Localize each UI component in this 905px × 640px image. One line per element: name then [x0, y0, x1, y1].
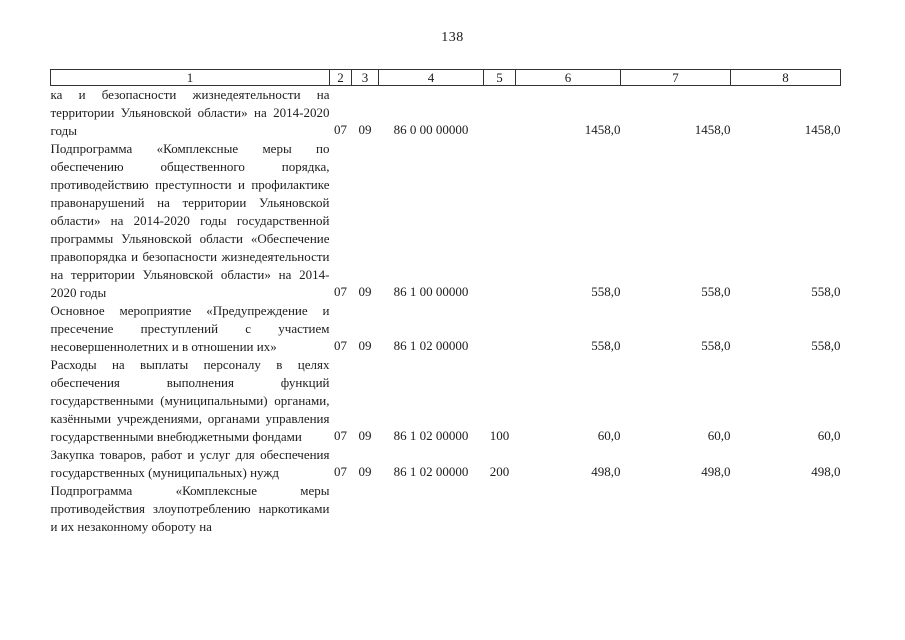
table-row [51, 140, 841, 302]
table-row [51, 482, 841, 536]
column-header: 2 [330, 70, 352, 86]
row-description: Расходы на выплаты персоналу в целях обеспечения выполнения функций государственными (муниципальными) органами, казёнными учреждениями, органами управления государственными внебюджетными фондами [50, 357, 330, 444]
expense-type-code [484, 482, 516, 536]
target-article-code: 86 1 00 00000 [393, 284, 469, 299]
row-description: Закупка товаров, работ и услуг для обеспечения государственных (муниципальных) нужд [50, 447, 330, 480]
expense-type-code [484, 86, 516, 141]
row-description: ка и безопасности жизнедеятельности на территории Ульяновской области» на 2014-2020 годы [50, 87, 330, 138]
expense-type-code [484, 302, 516, 356]
target-article-code [379, 482, 484, 536]
section-code [330, 482, 352, 536]
subsection-code: 09 [358, 284, 372, 299]
column-header: 7 [621, 70, 731, 86]
amount-col-6: 558,0 [591, 284, 621, 299]
amount-col-8: 1458,0 [804, 122, 841, 137]
column-header: 1 [51, 70, 330, 86]
subsection-code: 09 [358, 122, 372, 137]
subsection-code: 09 [358, 428, 372, 443]
expense-type-code: 200 [489, 464, 510, 479]
amount-col-7: 558,0 [701, 338, 731, 353]
subsection-code: 09 [358, 338, 372, 353]
page-number: 138 [441, 30, 464, 45]
amount-col-7: 60,0 [707, 428, 731, 443]
subsection-code: 09 [358, 464, 372, 479]
amount-col-6: 498,0 [591, 464, 621, 479]
table-row [51, 356, 841, 446]
subsection-code [352, 482, 379, 536]
section-code: 07 [334, 464, 347, 479]
amount-col-6: 1458,0 [584, 122, 621, 137]
amount-col-8: 558,0 [811, 284, 841, 299]
target-article-code: 86 1 02 00000 [393, 464, 469, 479]
budget-table [50, 69, 841, 536]
row-description: Подпрограмма «Комплексные меры противодействия злоупотреблению наркотиками и их незаконному обороту на [50, 483, 330, 534]
column-header: 8 [731, 70, 841, 86]
section-code: 07 [334, 338, 347, 353]
table-row [51, 446, 841, 482]
amount-col-8 [731, 482, 841, 536]
amount-col-6: 60,0 [597, 428, 621, 443]
target-article-code: 86 1 02 00000 [393, 428, 469, 443]
amount-col-7: 498,0 [701, 464, 731, 479]
target-article-code: 86 1 02 00000 [393, 338, 469, 353]
column-header-row [51, 70, 841, 86]
column-header: 5 [484, 70, 516, 86]
section-code: 07 [334, 428, 347, 443]
amount-col-7: 1458,0 [694, 122, 731, 137]
table-row [51, 86, 841, 141]
amount-col-8: 498,0 [811, 464, 841, 479]
amount-col-7 [621, 482, 731, 536]
amount-col-6 [516, 482, 621, 536]
table-row [51, 302, 841, 356]
expense-type-code: 100 [489, 428, 510, 443]
expense-type-code [484, 140, 516, 302]
target-article-code: 86 0 00 00000 [393, 122, 469, 137]
amount-col-8: 60,0 [817, 428, 841, 443]
column-header: 6 [516, 70, 621, 86]
column-header: 4 [379, 70, 484, 86]
amount-col-7: 558,0 [701, 284, 731, 299]
row-description: Подпрограмма «Комплексные меры по обеспечению общественного порядка, противодействию преступности и профилактике правонарушений на территории Ульяновской области» на 2014-2020 годы государственной программы Ульяновской области «Обеспечение правопорядка и безопасности жизнедеятельности на территории Ульяновской области» на 2014-2020 годы [50, 141, 330, 300]
row-description: Основное мероприятие «Предупреждение и пресечение преступлений с участием несовершеннолетних и в отношении их» [50, 303, 330, 354]
section-code: 07 [334, 122, 347, 137]
section-code: 07 [334, 284, 347, 299]
amount-col-8: 558,0 [811, 338, 841, 353]
column-header: 3 [352, 70, 379, 86]
amount-col-6: 558,0 [591, 338, 621, 353]
